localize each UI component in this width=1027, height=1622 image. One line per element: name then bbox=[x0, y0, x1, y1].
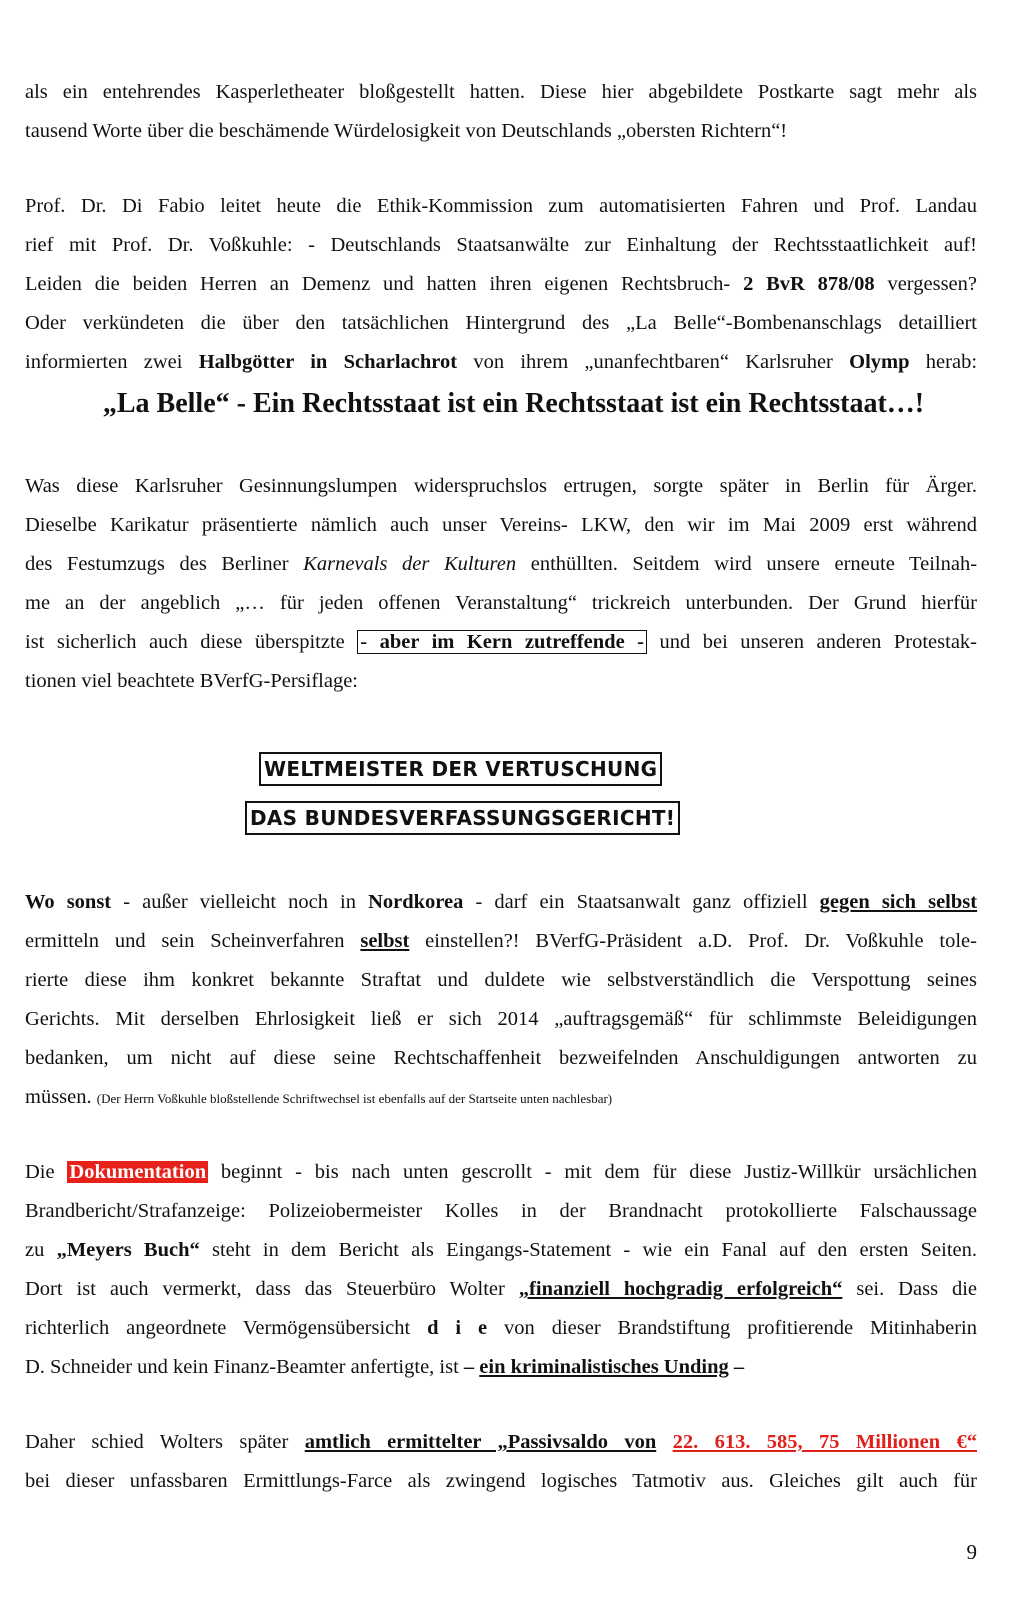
text-line: Prof. Dr. Di Fabio leitet heute die Ethik-Kommission zum automatisierten Fahren und Prof. Landau bbox=[25, 195, 977, 217]
text-span: müssen. bbox=[25, 1086, 92, 1108]
paragraph-dokumentation bbox=[25, 1153, 977, 1387]
stamp-weltmeister: WELTMEISTER DER VERTUSCHUNG bbox=[259, 752, 662, 786]
text-line bbox=[25, 265, 977, 304]
text-line bbox=[25, 1078, 977, 1118]
text-line bbox=[25, 545, 977, 584]
text-span: - außer vielleicht noch in bbox=[123, 891, 356, 913]
text-line: als ein entehrendes Kasperletheater bloßgestellt hatten. Diese hier abgebildete Postkarte sagt mehr als bbox=[25, 81, 977, 103]
emphasis-nordkorea: Nordkorea bbox=[368, 891, 464, 913]
text-span: und bei unseren anderen Protestak- bbox=[659, 631, 978, 653]
text-span: einstellen?! BVerfG-Präsident a.D. Prof. Dr. Voßkuhle tole- bbox=[425, 930, 977, 952]
paragraph-di-fabio bbox=[25, 187, 977, 382]
text-span: von ihrem „unanfechtbaren“ Karlsruher bbox=[473, 351, 833, 373]
text-span: sei. Dass die bbox=[856, 1278, 978, 1300]
emphasis-passivsaldo: amtlich ermittelter „Passivsaldo von bbox=[304, 1431, 657, 1453]
text-span: herab: bbox=[925, 351, 978, 373]
text-line bbox=[25, 922, 977, 961]
emphasis-finanziell: „finanziell hochgradig erfolgreich“ bbox=[518, 1278, 843, 1300]
emphasis-unding: ein kriminalistisches Unding bbox=[479, 1356, 729, 1378]
paragraph-karlsruhe bbox=[25, 467, 977, 701]
case-number: 2 BvR 878/08 bbox=[743, 273, 875, 295]
emphasis-selbst: selbst bbox=[360, 930, 410, 952]
text-line bbox=[25, 1309, 977, 1348]
footnote-note: (Der Herrn Voßkuhle bloßstellende Schriftwechsel ist ebenfalls auf der Startseite unten nachlesbar) bbox=[96, 1091, 613, 1106]
text-span: Die bbox=[25, 1161, 55, 1183]
text-line: bedanken, um nicht auf diese seine Rechtschaffenheit bezweifelnden Anschuldigungen antworten zu bbox=[25, 1047, 977, 1069]
stamp-bundesverfassungsgericht: DAS BUNDESVERFASSUNGSGERICHT! bbox=[245, 801, 680, 835]
text-span: vergessen? bbox=[887, 273, 977, 295]
text-line bbox=[25, 1231, 977, 1270]
text-line bbox=[25, 1153, 977, 1192]
text-span: richterlich angeordnete Vermögensübersicht bbox=[25, 1317, 411, 1339]
text-line: Dieselbe Karikatur präsentierte nämlich auch unser Vereins- LKW, den wir im Mai 2009 erst während bbox=[25, 514, 977, 536]
text-line: me an der angeblich „… für jeden offenen Veranstaltung“ trickreich unterbunden. Der Grund hierfür bbox=[25, 592, 977, 614]
text-line: Was diese Karlsruher Gesinnungslumpen widerspruchslos ertrugen, sorgte später in Berlin für Ärger. bbox=[25, 475, 977, 497]
text-line bbox=[25, 1270, 977, 1309]
text-line bbox=[25, 623, 977, 662]
paragraph-intro bbox=[25, 73, 977, 151]
text-span: ist sicherlich auch diese überspitzte bbox=[25, 631, 345, 653]
text-line bbox=[25, 1348, 977, 1387]
text-span: des Festumzugs des Berliner bbox=[25, 553, 289, 575]
text-line: Gerichts. Mit derselben Ehrlosigkeit ließ er sich 2014 „auftragsgemäß“ für schlimmste Beleidigungen bbox=[25, 1008, 977, 1030]
boxed-emphasis: - aber im Kern zutreffende - bbox=[357, 630, 647, 654]
text-span: enthüllten. Seitdem wird unsere erneute Teilnah- bbox=[530, 553, 978, 575]
text-line bbox=[25, 343, 977, 382]
dash: – bbox=[463, 1356, 475, 1378]
emphasis-meyers-buch: „Meyers Buch“ bbox=[56, 1239, 200, 1261]
text-span: informierten zwei bbox=[25, 351, 183, 373]
emphasis-halbgoetter: Halbgötter in Scharlachrot bbox=[198, 351, 458, 373]
dash: – bbox=[733, 1356, 745, 1378]
passivsaldo-amount: 22. 613. 585, 75 Millionen €“ bbox=[672, 1431, 978, 1453]
text-line bbox=[25, 1423, 977, 1462]
paragraph-passivsaldo bbox=[25, 1423, 977, 1501]
text-span: zu bbox=[25, 1239, 45, 1261]
text-span: ermitteln und sein Scheinverfahren bbox=[25, 930, 345, 952]
text-line: Brandbericht/Strafanzeige: Polizeiobermeister Kolles in der Brandnacht protokollierte Falschaussage bbox=[25, 1200, 977, 1222]
text-line: rierte diese ihm konkret bekannte Straftat und duldete wie selbstverständlich die Verspottung seines bbox=[25, 969, 977, 991]
emphasis-wo-sonst: Wo sonst bbox=[25, 891, 112, 913]
emphasis-gegen-sich-selbst: gegen sich selbst bbox=[819, 891, 978, 913]
text-span: von dieser Brandstiftung profitierende Mitinhaberin bbox=[504, 1317, 978, 1339]
text-span: - darf ein Staatsanwalt ganz offiziell bbox=[475, 891, 808, 913]
text-line bbox=[25, 883, 977, 922]
paragraph-wo-sonst bbox=[25, 883, 977, 1118]
text-line: bei dieser unfassbaren Ermittlungs-Farce als zwingend logisches Tatmotiv aus. Gleiches gilt auch für bbox=[25, 1470, 977, 1492]
page-number: 9 bbox=[966, 1540, 977, 1564]
text-span: D. Schneider und kein Finanz-Beamter anfertigte, ist bbox=[25, 1356, 459, 1378]
text-span: Leiden die beiden Herren an Demenz und hatten ihren eigenen Rechtsbruch- bbox=[25, 273, 731, 295]
text-line: Oder verkündeten die über den tatsächlichen Hintergrund des „La Belle“-Bombenanschlags detailliert bbox=[25, 312, 977, 334]
headline-la-belle: „La Belle“ - Ein Rechtsstaat ist ein Rechtsstaat ist ein Rechtsstaat…! bbox=[102, 388, 925, 419]
text-line: tausend Worte über die beschämende Würdelosigkeit von Deutschlands „obersten Richtern“! bbox=[25, 120, 788, 142]
text-span: Dort ist auch vermerkt, dass das Steuerbüro Wolter bbox=[25, 1278, 505, 1300]
emphasis-olymp: Olymp bbox=[849, 351, 910, 373]
text-span: steht in dem Bericht als Eingangs-Statement - wie ein Fanal auf den ersten Seiten. bbox=[211, 1239, 978, 1261]
text-line: tionen viel beachtete BVerfG-Persiflage: bbox=[25, 670, 358, 692]
emphasis-karneval: Karnevals der Kulturen bbox=[303, 553, 517, 575]
emphasis-die: d i e bbox=[427, 1317, 488, 1339]
dokumentation-highlight: Dokumentation bbox=[69, 1161, 207, 1183]
text-line: rief mit Prof. Dr. Voßkuhle: - Deutschlands Staatsanwälte zur Einhaltung der Rechtsstaatlichkeit auf! bbox=[25, 234, 977, 256]
text-span: Daher schied Wolters später bbox=[25, 1431, 289, 1453]
text-span: beginnt - bis nach unten gescrollt - mit dem für diese Justiz-Willkür ursächlichen bbox=[220, 1161, 978, 1183]
